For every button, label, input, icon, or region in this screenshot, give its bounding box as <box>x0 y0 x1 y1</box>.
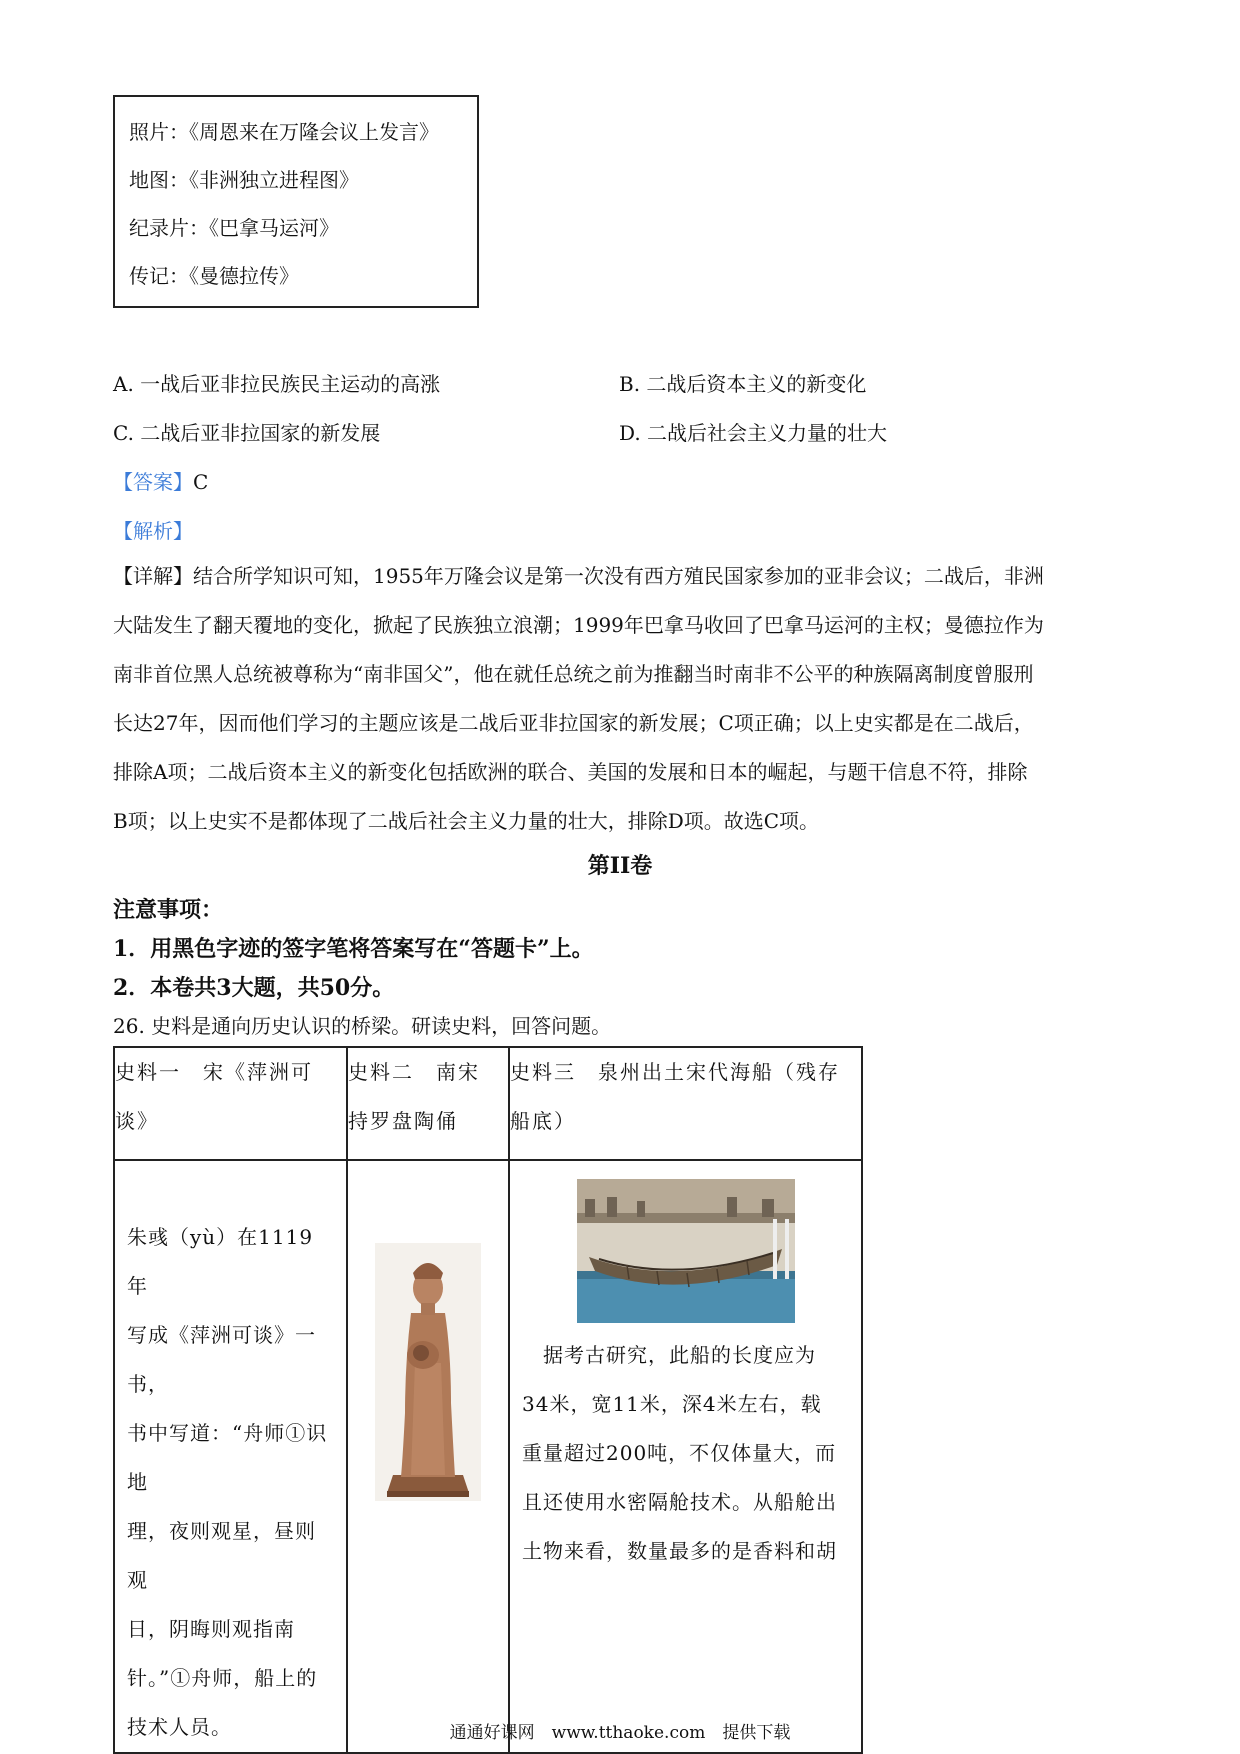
source-1-line: 写成《萍洲可谈》一书， <box>127 1323 316 1396</box>
notes-item-2: 2．本卷共3大题，共50分。 <box>113 975 395 1001</box>
source-1-line: 朱彧（yù）在1119年 <box>127 1225 314 1298</box>
answer-line <box>113 466 208 495</box>
source-1-line: 理，夜则观星，昼则观 <box>127 1519 316 1592</box>
answer-value: C <box>193 470 209 494</box>
notes-heading: 注意事项： <box>113 897 224 923</box>
song-ship-photo <box>577 1179 795 1323</box>
header-text: 持罗盘陶俑 <box>348 1109 458 1133</box>
material-biography: 传记：《曼德拉传》 <box>129 264 299 288</box>
source-3-line: 土物来看，数量最多的是香料和胡 <box>522 1539 837 1563</box>
header-text: 史料二 南宋 <box>348 1060 480 1084</box>
source-3-line: 据考古研究，此船的长度应为 <box>522 1343 816 1367</box>
compass-figurine-image <box>375 1243 481 1501</box>
source-1-line: 针。”①舟师，船上的 <box>127 1666 318 1690</box>
source-3-line: 且还使用水密隔舱技术。从船舱出 <box>522 1490 837 1514</box>
answer-tag: 【答案】 <box>113 470 193 494</box>
detail-line: 【详解】结合所学知识可知，1955年万隆会议是第一次没有西方殖民国家参加的亚非会议；二战后，非洲 <box>113 564 1044 588</box>
source-3-line: 34米，宽11米，深4米左右，载 <box>522 1392 822 1416</box>
option-c: C. 二战后亚非拉国家的新发展 <box>113 421 381 445</box>
material-photo: 照片：《周恩来在万隆会议上发言》 <box>129 120 439 144</box>
detail-line: 排除A项；二战后资本主义的新变化包括欧洲的联合、美国的发展和日本的崛起，与题干信息不符，排除 <box>113 760 1028 784</box>
ship-illustration <box>577 1179 795 1323</box>
header-text: 史料三 泉州出土宋代海船（残存 <box>510 1060 840 1084</box>
option-b: B. 二战后资本主义的新变化 <box>619 372 867 396</box>
analysis-tag: 【解析】 <box>113 519 193 543</box>
detail-line: 南非首位黑人总统被尊称为“南非国父”，他在就任总统之前为推翻当时南非不公平的种族隔离制度曾服刑 <box>113 662 1034 686</box>
detail-paragraph <box>113 552 1128 846</box>
detail-line: 大陆发生了翻天覆地的变化，掀起了民族独立浪潮；1999年巴拿马收回了巴拿马运河的主权；曼德拉作为 <box>113 613 1044 637</box>
figurine-illustration <box>375 1243 481 1501</box>
notes-item-1: 1．用黑色字迹的签字笔将答案写在“答题卡”上。 <box>113 936 594 962</box>
materials-box <box>113 95 479 308</box>
source-1-body <box>114 1160 347 1753</box>
material-documentary: 纪录片：《巴拿马运河》 <box>129 216 339 240</box>
source-3-body <box>509 1160 862 1753</box>
section-title: 第II卷 <box>587 853 653 879</box>
source-1-line: 技术人员。 <box>127 1715 232 1739</box>
header-source-1 <box>114 1047 347 1160</box>
question-26: 26. 史料是通向历史认识的桥梁。研读史料，回答问题。 <box>113 1014 612 1038</box>
header-source-3 <box>509 1047 862 1160</box>
source-1-line: 日，阴晦则观指南 <box>127 1617 295 1641</box>
source-1-line: 书中写道：“舟师①识地 <box>127 1421 328 1494</box>
detail-line: B项；以上史实不是都体现了二战后社会主义力量的壮大，排除D项。故选C项。 <box>113 809 820 833</box>
source-2-body <box>347 1160 509 1753</box>
source-3-line: 重量超过200吨，不仅体量大，而 <box>522 1441 837 1465</box>
option-a: A. 一战后亚非拉民族民主运动的高涨 <box>113 372 441 396</box>
footer-watermark: 通通好课网 www.tthaoke.com 提供下载 <box>449 1723 791 1743</box>
header-text: 史料一 宋《萍洲可 <box>115 1060 313 1084</box>
material-map: 地图：《非洲独立进程图》 <box>129 168 359 192</box>
option-d: D. 二战后社会主义力量的壮大 <box>619 421 888 445</box>
source-table <box>113 1046 863 1754</box>
header-source-2 <box>347 1047 509 1160</box>
header-text: 谈》 <box>115 1109 159 1133</box>
detail-line: 长达27年，因而他们学习的主题应该是二战后亚非拉国家的新发展；C项正确；以上史实都是在二战后， <box>113 711 1034 735</box>
header-text: 船底） <box>510 1109 576 1133</box>
